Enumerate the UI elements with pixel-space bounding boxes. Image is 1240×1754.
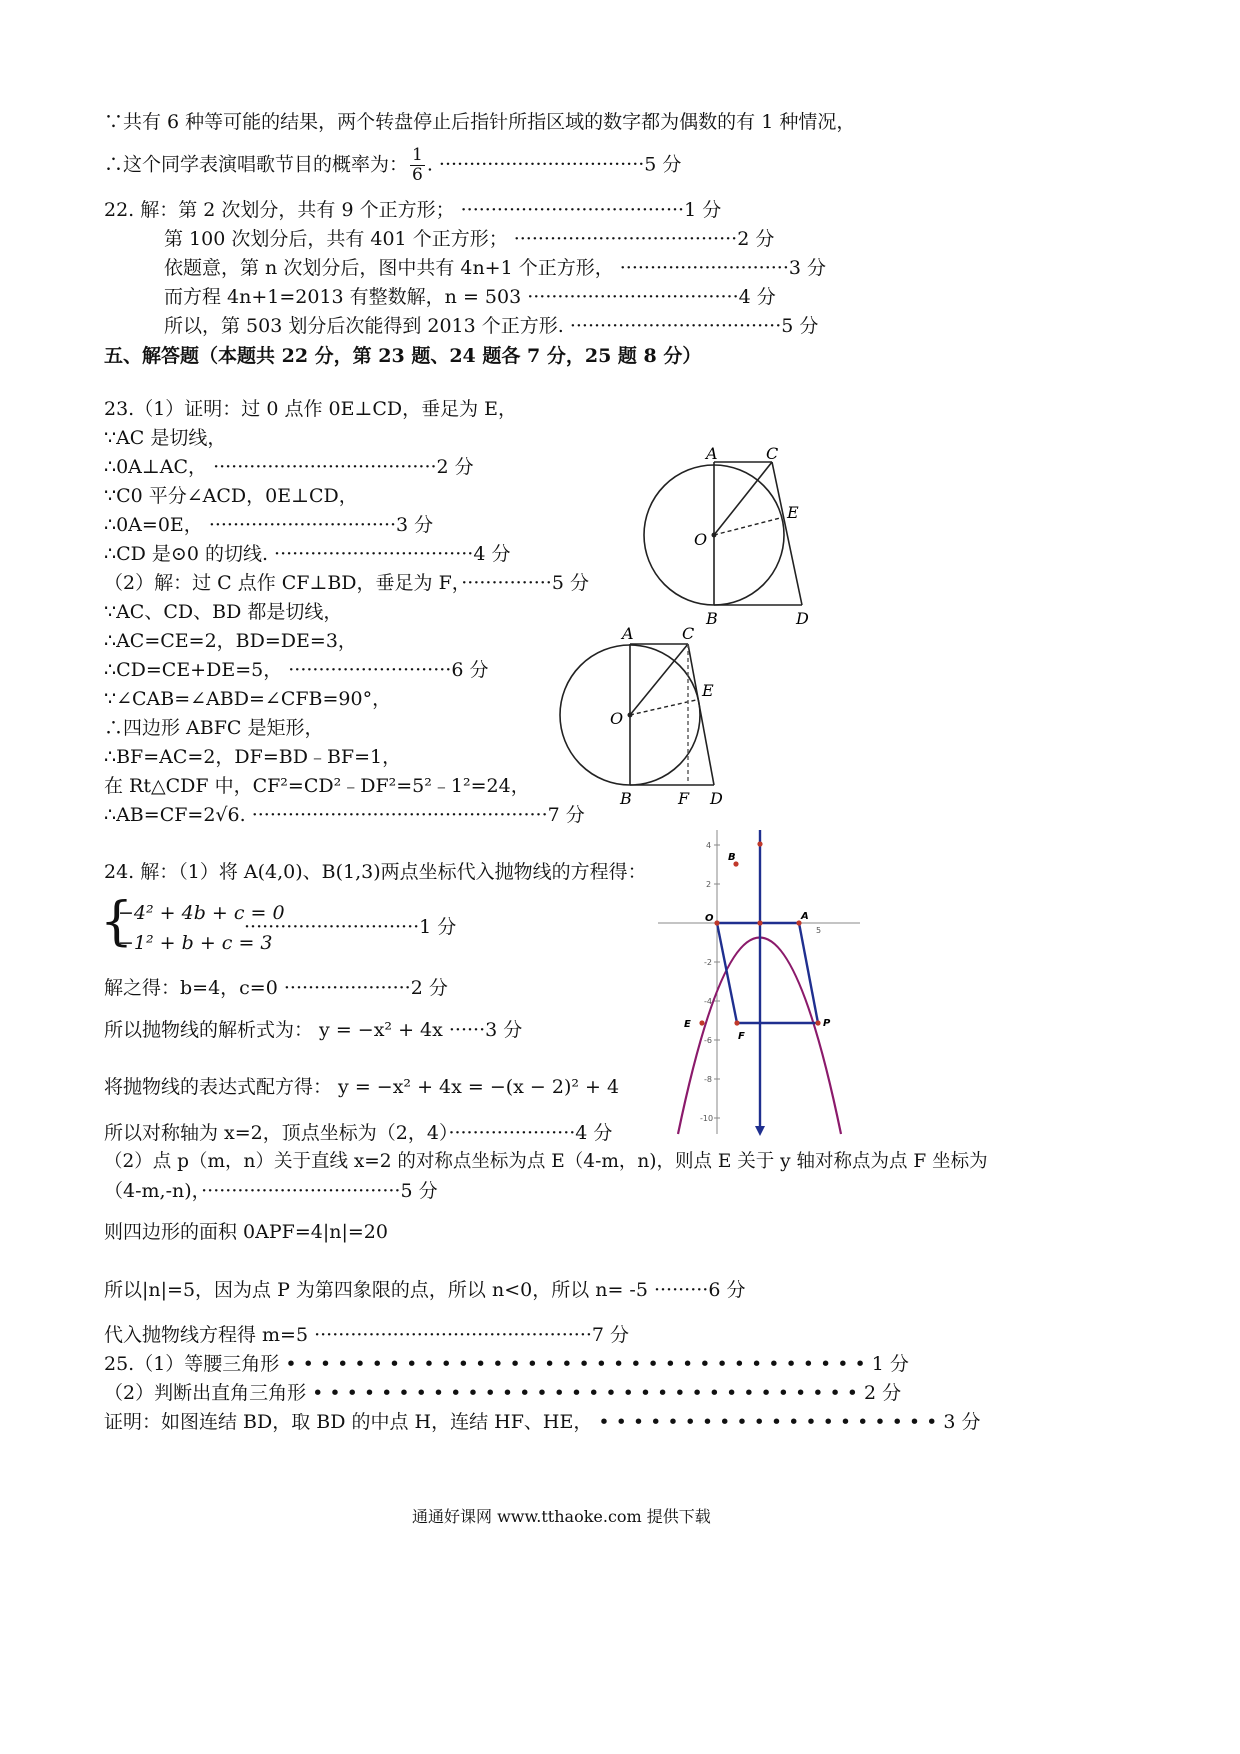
text-fragment: ∴这个同学表演唱歌节目的概率为： [104, 153, 409, 176]
tick-label: -2 [704, 958, 712, 967]
point-label: E [702, 681, 714, 700]
q23-line: ∴0A⊥AC， ·····································2 分 [104, 456, 474, 478]
point-label: A [706, 444, 718, 463]
point-label: C [682, 624, 695, 643]
point-label: O [705, 913, 714, 924]
score-dots: ·····························1 分 [244, 916, 457, 938]
section-heading: 五、解答题（本题共 22 分，第 23 题、24 题各 7 分，25 题 8 分） [104, 345, 702, 367]
q22-line: 第 100 次划分后，共有 401 个正方形； ·····································2 分 [164, 228, 775, 250]
point-label: A [622, 624, 634, 643]
q24-line: 所以抛物线的解析式为： y = −x² + 4x ······3 分 [104, 1019, 523, 1041]
text-line: ∵共有 6 种等可能的结果，两个转盘停止后指针所指区域的数字都为偶数的有 1 种情况， [104, 111, 856, 133]
point-label: B [728, 852, 736, 863]
q24-line: 所以对称轴为 x=2，顶点坐标为（2，4）·····················4 分 [104, 1122, 613, 1144]
q23-line: ∴CD=CE+DE=5， ···························6 分 [104, 659, 489, 681]
q22-line: 而方程 4n+1=2013 有整数解，n = 503 ···································4 分 [164, 286, 776, 308]
fraction [410, 146, 425, 185]
q23-line: ∵C0 平分∠ACD，0E⊥CD， [104, 485, 358, 507]
q23-line: ∵∠CAB=∠ABD=∠CFB=90°， [104, 688, 392, 710]
tick-label: -10 [700, 1114, 714, 1123]
q23-line: ∵AC、CD、BD 都是切线， [104, 601, 343, 623]
point-label: A [801, 911, 809, 922]
q23-line: ∴CD 是⊙0 的切线. ·································4 分 [104, 543, 511, 565]
q22-line: 所以，第 503 划分后次能得到 2013 个正方形. ···································5 分 [164, 315, 819, 337]
tick-label: 4 [706, 841, 712, 850]
q23-line: ∴BF=AC=2，DF=BD﹣BF=1， [104, 746, 402, 768]
tick-label: 5 [816, 926, 822, 935]
point-label: E [787, 503, 799, 522]
q23-line: （2）解：过 C 点作 CF⊥BD，垂足为 F，···············5 分 [104, 572, 589, 594]
tick-label: -8 [704, 1075, 712, 1084]
fraction-numerator: 1 [412, 145, 423, 165]
circle-tangent-figure-2 [546, 620, 746, 810]
point-label: P [823, 1018, 831, 1029]
point-label: D [710, 789, 723, 808]
q25-line: 25.（1）等腰三角形 • • • • • • • • • • • • • • • • • • • • • • • • • • • • • • • • • • 1 分 [104, 1353, 909, 1375]
q23-line: 在 Rt△CDF 中，CF²=CD²﹣DF²=5²﹣1²=24， [104, 775, 530, 797]
tick-label: 2 [706, 880, 712, 889]
text-fragment: . ··································5 分 [426, 153, 682, 176]
point-label: B [706, 609, 718, 628]
tick-label: -4 [704, 997, 712, 1006]
point-label: D [796, 609, 809, 628]
point-label: F [738, 1031, 745, 1042]
point-label: O [694, 530, 708, 549]
equation-line: −4² + 4b + c = 0 [118, 902, 285, 924]
q23-line: 23.（1）证明：过 0 点作 0E⊥CD，垂足为 E， [104, 398, 518, 420]
q24-line: 解之得：b=4，c=0 ·····················2 分 [104, 977, 448, 999]
q23-line: ∵AC 是切线， [104, 427, 227, 449]
point-label: F [678, 789, 690, 808]
parabola-graph [650, 826, 870, 1138]
footer-text: 通通好课网 www.tthaoke.com 提供下载 [412, 1507, 711, 1526]
equation-line: −1² + b + c = 3 [118, 932, 273, 954]
q24-line: 24. 解：（1）将 A(4,0)、B(1,3)两点坐标代入抛物线的方程得： [104, 861, 647, 883]
probability-line [104, 146, 681, 185]
point-label: C [766, 444, 779, 463]
point-label: O [610, 709, 624, 728]
q24-line: （2）点 p（m，n）关于直线 x=2 的对称点坐标为点 E（4-m，n)，则点 E 关于 y 轴对称点为点 F 坐标为 [104, 1151, 988, 1172]
q23-line: ∴AC=CE=2，BD=DE=3， [104, 630, 357, 652]
q23-line: ∴0A=0E， ·······························3 分 [104, 514, 434, 536]
q22-line: 依题意，第 n 次划分后，图中共有 4n+1 个正方形， ····························3 分 [164, 257, 827, 279]
q25-line: （2）判断出直角三角形 • • • • • • • • • • • • • • • • • • • • • • • • • • • • • • • • 2 分 [104, 1382, 902, 1404]
q23-line: ∴四边形 ABFC 是矩形， [104, 717, 324, 739]
point-label: B [620, 789, 632, 808]
tick-label: -6 [704, 1036, 712, 1045]
q25-line: 证明：如图连结 BD，取 BD 的中点 H，连结 HF、HE， • • • • • • • • • • • • • • • • • • • • 3 分 [104, 1411, 981, 1433]
point-label: E [684, 1019, 691, 1030]
q23-line: ∴AB=CF=2√6. ·················································7 分 [104, 804, 585, 826]
q24-line: 代入抛物线方程得 m=5 ··············································7 分 [104, 1324, 630, 1346]
q24-line: 则四边形的面积 0APF=4|n|=20 [104, 1221, 388, 1243]
q24-line: （4-m,-n)，·································5 分 [104, 1180, 438, 1202]
q22-line: 22. 解：第 2 次划分，共有 9 个正方形； ·····································1 分 [104, 199, 722, 221]
circle-tangent-figure-1 [630, 440, 830, 630]
q24-line: 将抛物线的表达式配方得： y = −x² + 4x = −(x − 2)² + 4 [104, 1076, 620, 1098]
q24-line: 所以|n|=5，因为点 P 为第四象限的点，所以 n<0，所以 n= -5 ·········6 分 [104, 1279, 746, 1301]
fraction-denominator: 6 [412, 165, 423, 185]
equation-brace: { [100, 892, 134, 952]
